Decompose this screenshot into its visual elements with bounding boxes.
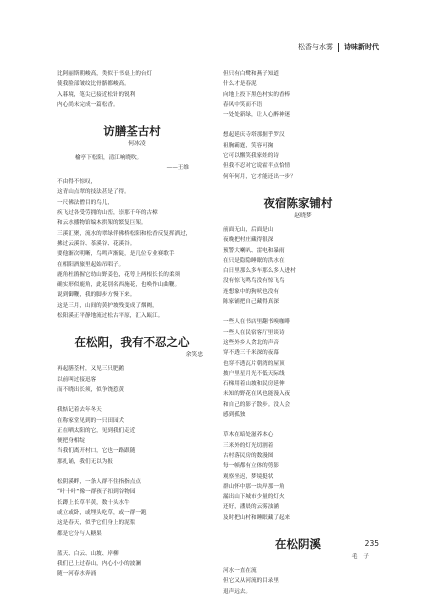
- poem-line: 石梯用着山坡和民房延伸: [223, 381, 285, 388]
- poem-line: 前面无山，后面是山: [223, 226, 274, 233]
- page-number: 235: [364, 539, 379, 548]
- poem-line: 那扎诵，我们无以为报: [57, 458, 113, 465]
- stanza: [57, 405, 207, 467]
- header-divider: [338, 43, 339, 52]
- poem-line: 但我不忍对它说霍半点恰情: [223, 163, 291, 170]
- poem-line: 松阴溪畔，一条人群不住指指点点: [57, 479, 141, 486]
- poem-line: 什么才是春泥: [223, 81, 257, 88]
- poem-line: 古村落民房的数漫图: [223, 452, 274, 459]
- poem-line: 蓝天、白云、山坡、岸柳: [57, 550, 119, 557]
- stanza: [223, 130, 373, 181]
- poem-line: 长蹲上长草半黄，数十头水牛: [57, 499, 130, 506]
- poem-line: 或立或卧，或埋头吃草，或一群一跑: [57, 509, 147, 516]
- poem-line: 三米外的灯光切割着: [223, 442, 274, 449]
- poem-line: 退声远去。: [223, 588, 251, 595]
- poem-line: 何年何月，它才能还出一步？: [223, 173, 296, 180]
- stanza: [223, 566, 373, 597]
- poem-line: 一尺佛法僧目的鸟儿，: [57, 199, 113, 206]
- poem-line: 在相阳酒旅里起始吊唱子。: [57, 261, 125, 268]
- prev-poem-ending: [57, 69, 207, 110]
- poem-line: 春风中笑而不语: [223, 101, 263, 108]
- poem-line: 还好，潘晨的云雾浊涵: [223, 504, 279, 511]
- poem-line: 当我们离开村口，它也一路跟随: [57, 448, 136, 455]
- poem-line: 观察坐迟，梦境挺状: [223, 473, 274, 480]
- poem-line: 但它又从河流的目录里: [223, 578, 279, 585]
- poem-line: 连想象中的狗吠也没有: [223, 288, 279, 295]
- poem-line: 松阳溪正平静地流过松古平原，汇入瓯江。: [57, 313, 164, 320]
- poem-line: 在只是隐隐睡眠的洪水在: [223, 257, 285, 264]
- poem-line: 它可以懈笑我家娃的诗: [223, 153, 279, 160]
- poem-title: 在松阳，我有不忍之心: [74, 335, 190, 350]
- poem-line: 再起膳荃村，又见三只肥鹅: [57, 366, 125, 373]
- poem-line: 便把身相绽: [57, 438, 85, 445]
- poem-line: 一处处新绿，让人心醉神迷: [223, 112, 291, 119]
- poem-title: 夜宿陈家铺村: [263, 195, 333, 210]
- left-column: [57, 69, 207, 580]
- stanza: [223, 317, 373, 420]
- poem-line: 内心尚未完成一篇松香。: [57, 101, 119, 108]
- poem-line: 感到孤独: [223, 412, 246, 419]
- poem-line: 预警大喇叭、雷电和暴雨: [223, 247, 285, 254]
- poem-line: 但只有白鹭和燕子知道: [223, 71, 279, 77]
- poem-line: 以前叫过接迅客: [57, 376, 97, 383]
- poem-line: 随一河春水奔涌: [57, 571, 97, 578]
- poem-author: 赵晓梦: [294, 212, 312, 219]
- poem-line: 这些外乡人贪北的声音: [223, 339, 279, 346]
- poem-title: 在松阴溪: [275, 536, 321, 551]
- poem-line: 比阿丽斯朝峻高，类似于书桌上的台灯: [57, 71, 153, 77]
- poem-title: 访膳荃古村: [103, 124, 161, 139]
- poem-author: 余笑忠: [185, 352, 203, 359]
- poem-line: 正在晒太阳的它，见到我们走近: [57, 427, 136, 434]
- poem-line: 祖胸霸霆，笑容可掬: [223, 142, 274, 149]
- poem-line: 草木在暗处滋养本心: [223, 432, 274, 439]
- poem-line: 穿不透三千米深的夜幕: [223, 350, 279, 357]
- poem-line: 这是春天，似乎它们身上的泥浆: [57, 520, 136, 527]
- poem-author: 毛 子: [351, 553, 369, 560]
- stanza: [57, 364, 207, 395]
- poem-line: 不由得不惊叹，: [57, 179, 97, 186]
- poem-line: 我惦记着去年冬天: [57, 407, 102, 414]
- running-header: [298, 42, 379, 52]
- poem-line: 向地上投下黑色村实的香棒: [223, 91, 291, 98]
- poem-line: 三溪汇聚，流水的翠绿伴佛桥松阳和松香反复挥洒过，: [57, 230, 192, 237]
- poem-line: 在称家堂见到的一只田园犬: [57, 417, 125, 424]
- stanza: [57, 177, 207, 321]
- poem-line: 河水一直在流: [223, 567, 257, 574]
- poem-author: 何冰凌: [128, 141, 146, 148]
- poem-line: 疾飞过各受劳拥的山峦，崇那千年的古樟: [57, 210, 158, 217]
- poem-line: 使我脸部皱纹比骨骼都峻高。: [57, 81, 130, 88]
- poem-line: 漏出山下城市少量的灯火: [223, 494, 285, 501]
- poem-line: 这青山点翠的技法甚是了得。: [57, 189, 130, 196]
- poem-line: 这是三月，山间的黄护坡残变成了烟阙，: [57, 302, 158, 309]
- poem-line: “叶十叶”像一群孩子扣到谷物园: [57, 489, 136, 496]
- right-column: [223, 69, 373, 597]
- poem-line: 未知的野花在风也能漫入夜: [223, 391, 291, 398]
- poem-line: 群山怀中那一块岸那一角: [223, 483, 285, 490]
- section-title: 诗味新时代: [344, 43, 379, 51]
- book-title: 松香与水雾: [298, 43, 333, 51]
- poem-line: 陈家铺把自己藏得真深: [223, 299, 279, 306]
- poem-line: 白日里那么多车那么多人进村: [223, 268, 296, 275]
- poem-line: 没有惊飞鸣鸟没有惊飞鸟: [223, 278, 285, 285]
- poem-line: 确实形似鹿角，此花别名西施花，也唤作山曲鞭。: [57, 282, 181, 289]
- poem-line: 我们已上过春山，内心小小的波澜: [57, 561, 141, 568]
- poem-line: 拂过云溪谷、茶溪谷、花溪谷。: [57, 240, 136, 247]
- stanza: [223, 69, 373, 120]
- poem-line: 和自己的影子散步。没人会: [223, 401, 291, 408]
- poem-epigraph: 榆亭下松阳，清江响晓吹。: [75, 155, 143, 162]
- poem-line: 入暮境，笔尖已接近松针的锐利: [57, 91, 136, 98]
- poem-line: 夜晚把村庄藏得很深: [223, 237, 274, 244]
- stanza: [223, 225, 373, 307]
- poem-line: 及时把山村和睡眠藏了起来: [223, 514, 291, 521]
- poem-line: 要他渐次明晰，鸟鸣声渐陡，是几位专业赛歌手: [57, 251, 175, 258]
- poem-line: 也穿不透瓦片朝湾的屋顶: [223, 360, 285, 367]
- poem-line: 一些人在民宿客厅里谈诗: [223, 329, 285, 336]
- poem-line: 说到御鞭，我的脚步方慢下来。: [57, 292, 136, 299]
- poem-line: 披户里星月光不低天际线: [223, 370, 285, 377]
- poem-line: 而不晓出长须，似争饶惹黄: [57, 386, 125, 393]
- stanza: [223, 430, 373, 523]
- epigraph-source: ——王维: [166, 165, 189, 172]
- poem-line: 一些人在书店里翻书嗅咖啡: [223, 319, 291, 326]
- poem-line: 想起延庆寺塔那据乎罗汉: [223, 132, 285, 139]
- poem-line: 和云水播物馆编木拱架的繁复巨架。: [57, 220, 147, 227]
- poem-line: 每一帧都有立体的剪影: [223, 463, 279, 470]
- poem-line: 鹿角杜鹃握它幼山野姜色，花萼上两根长长的柔须: [57, 271, 181, 278]
- stanza: [57, 549, 207, 580]
- poem-line: 都是它分与人糖果: [57, 530, 102, 537]
- stanza: [57, 477, 207, 539]
